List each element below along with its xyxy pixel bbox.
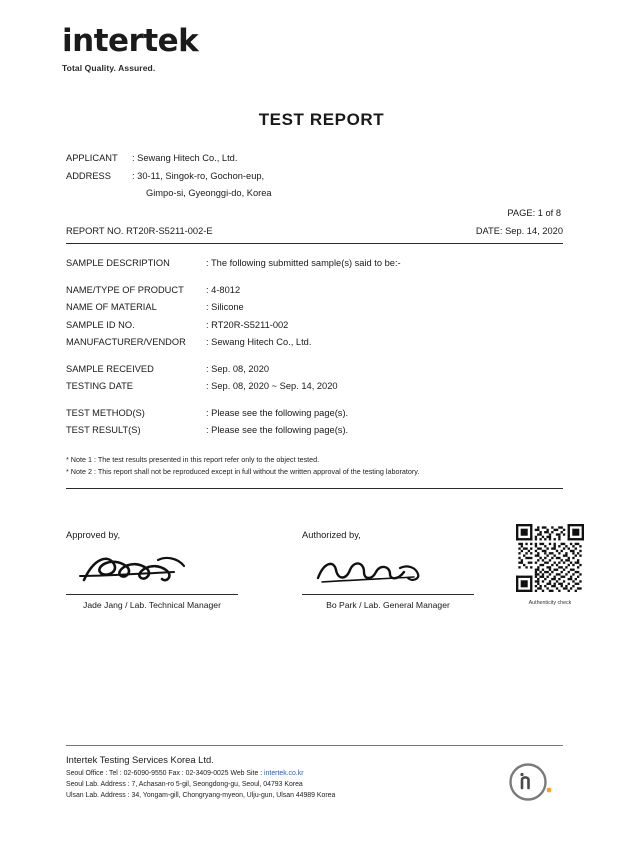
- report-number: REPORT NO. RT20R-S5211-002-E: [66, 225, 213, 236]
- sample-received-label: SAMPLE RECEIVED: [66, 363, 154, 374]
- authorized-signature-line: [302, 594, 474, 595]
- address-value-line2: Gimpo-si, Gyeonggi-do, Korea: [146, 188, 272, 198]
- sample-id-label: SAMPLE ID NO.: [66, 319, 135, 330]
- intertek-circle-icon: [505, 760, 559, 804]
- footer-seoul-office: Seoul Office : Tel : 02-6090-9550 Fax : 02-3409-0025 Web Site :: [66, 770, 265, 777]
- intertek-logo: [62, 23, 322, 73]
- manufacturer-value: : Sewang Hitech Co., Ltd.: [206, 337, 312, 347]
- applicant-row: [66, 150, 566, 168]
- testing-date-value: : Sep. 08, 2020 ~ Sep. 14, 2020: [206, 381, 338, 391]
- signature-columns: [66, 530, 563, 610]
- page-title: TEST REPORT: [258, 110, 385, 129]
- approved-signature-image: [66, 544, 238, 594]
- footer-line-1: [66, 768, 563, 779]
- sample-description-label: SAMPLE DESCRIPTION: [66, 258, 170, 268]
- report-number-row: [66, 223, 563, 245]
- spacer-3: [66, 396, 563, 405]
- note-1: * Note 1 : The test results presented in this report refer only to the object tested.: [66, 454, 320, 464]
- table-row: [66, 317, 563, 335]
- approved-signature-line: [66, 594, 238, 595]
- table-row: [66, 405, 563, 423]
- table-row: [66, 361, 563, 379]
- test-results-value: : Please see the following page(s).: [206, 425, 349, 435]
- page-number: PAGE: 1 of 8: [507, 208, 561, 218]
- qr-code-icon[interactable]: [516, 524, 584, 592]
- authorized-signature-image: [302, 544, 474, 594]
- logo-tagline: Total Quality. Assured.: [62, 63, 156, 73]
- qr-code-block[interactable]: [513, 524, 587, 606]
- footer-line-3: Ulsan Lab. Address : 34, Yongam-gill, Chongryang-myeon, Ulju-gun, Ulsan 44989 Korea: [66, 792, 336, 799]
- material-name-value: : Silicone: [206, 302, 244, 312]
- report-meta: [66, 205, 563, 244]
- footer-line-2: Seoul Lab. Address : 7, Achasan-ro 5-gil, Seongdong-gu, Seoul, 04793 Korea: [66, 781, 303, 788]
- approved-by-name: Jade Jang / Lab. Technical Manager: [83, 600, 221, 610]
- product-name-value: : 4-8012: [206, 284, 241, 295]
- logo-wordmark: intertek: [62, 23, 199, 59]
- qr-caption: Authenticity check: [528, 600, 572, 606]
- signature-scribble-icon: [74, 546, 224, 594]
- approved-by-label: Approved by,: [66, 530, 121, 540]
- material-name-label: NAME OF MATERIAL: [66, 302, 157, 312]
- table-row: [66, 299, 563, 317]
- authorized-by-label: Authorized by,: [302, 530, 361, 540]
- signature-area: [66, 530, 563, 610]
- notes-block: [66, 454, 563, 478]
- product-name-label: NAME/TYPE OF PRODUCT: [66, 284, 184, 295]
- footer-website-link[interactable]: intertek.co.kr: [264, 770, 304, 777]
- sample-id-value: : RT20R-S5211-002: [206, 319, 289, 330]
- sample-description-value: : The following submitted sample(s) said to be:-: [206, 258, 401, 268]
- spacer-1: [66, 273, 563, 282]
- footer: [66, 745, 563, 801]
- note-2: * Note 2 : This report shall not be reproduced except in full without the written approval of the testing laboratory.: [66, 466, 420, 476]
- test-methods-label: TEST METHOD(S): [66, 407, 145, 418]
- report-date: DATE: Sep. 14, 2020: [475, 225, 563, 236]
- applicant-label: APPLICANT: [66, 153, 118, 163]
- table-row: [66, 378, 563, 396]
- authorized-by-block: [302, 530, 474, 610]
- test-methods-value: : Please see the following page(s).: [206, 407, 349, 418]
- manufacturer-label: MANUFACTURER/VENDOR: [66, 337, 186, 347]
- sample-details-block: [66, 255, 563, 489]
- applicant-info: [66, 150, 566, 203]
- address-row: [66, 168, 566, 186]
- approved-by-block: [66, 530, 238, 610]
- footer-company-name: Intertek Testing Services Korea Ltd.: [66, 754, 214, 765]
- table-row: [66, 422, 563, 440]
- signature-scribble-icon: [310, 546, 460, 594]
- table-row: [66, 334, 563, 352]
- sample-received-value: : Sep. 08, 2020: [206, 363, 270, 374]
- authorized-by-name: Bo Park / Lab. General Manager: [326, 600, 450, 610]
- spacer-2: [66, 352, 563, 361]
- address-label: ADDRESS: [66, 170, 111, 181]
- test-results-label: TEST RESULT(S): [66, 425, 141, 435]
- applicant-value: : Sewang Hitech Co., Ltd.: [132, 153, 238, 163]
- testing-date-label: TESTING DATE: [66, 381, 133, 391]
- address-row-continued: [66, 185, 566, 203]
- address-value-line1: : 30-11, Singok-ro, Gochon-eup,: [132, 170, 265, 181]
- sample-description-row: [66, 255, 563, 273]
- table-row: [66, 282, 563, 300]
